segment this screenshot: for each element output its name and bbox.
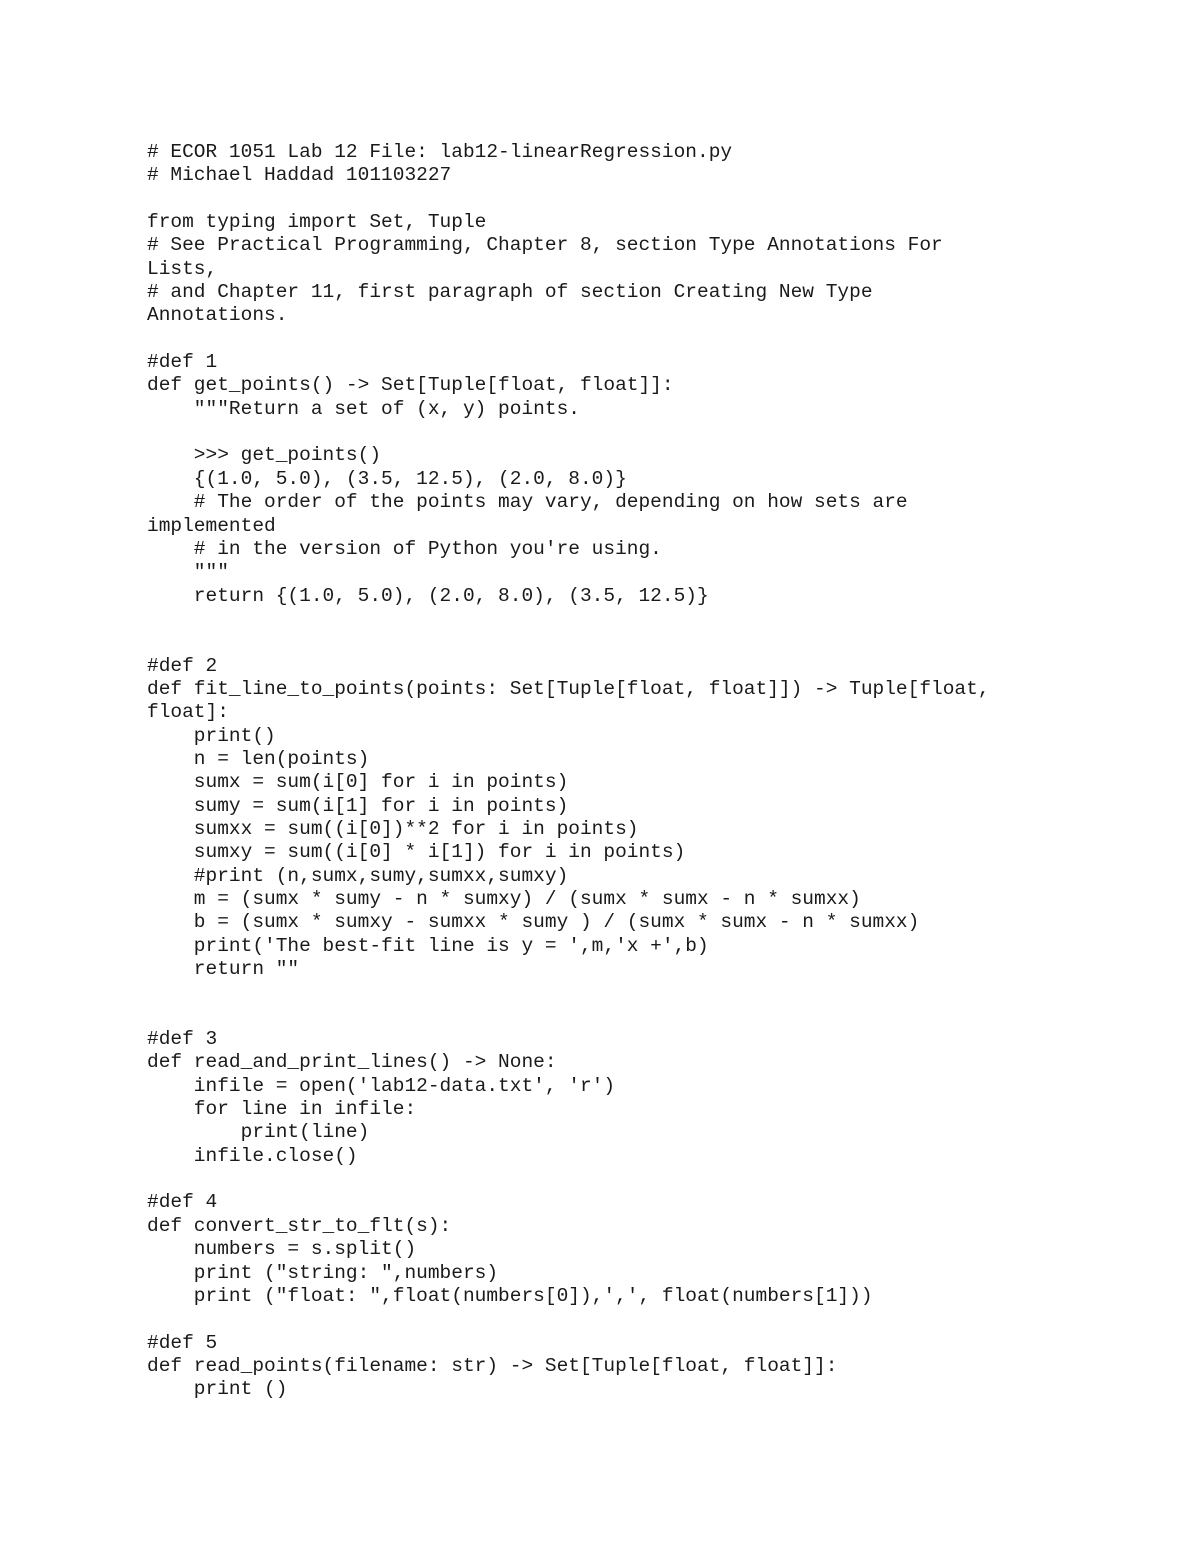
code-line: numbers = s.split() xyxy=(147,1238,417,1261)
code-line: print ("string: ",numbers) xyxy=(147,1261,499,1284)
code-line: sumxx = sum((i[0])**2 for i in points) xyxy=(147,817,639,840)
code-line: def fit_line_to_points(points: Set[Tuple[float, float]]) -> Tuple[float, xyxy=(147,677,990,700)
code-line: {(1.0, 5.0), (3.5, 12.5), (2.0, 8.0)} xyxy=(147,467,627,490)
code-line: def convert_str_to_flt(s): xyxy=(147,1214,452,1237)
code-line: # ECOR 1051 Lab 12 File: lab12-linearRegression.py xyxy=(147,141,733,163)
code-line xyxy=(147,188,1147,211)
code-line xyxy=(147,1308,1147,1331)
code-line: print () xyxy=(147,1378,288,1401)
code-line: Lists, xyxy=(147,257,218,280)
code-line: print ("float: ",float(numbers[0]),',', float(numbers[1])) xyxy=(147,1284,873,1307)
code-line: #def 4 xyxy=(147,1191,218,1214)
code-line: implemented xyxy=(147,514,276,537)
code-line: # The order of the points may vary, depending on how sets are xyxy=(147,491,908,514)
code-line: # Michael Haddad 101103227 xyxy=(147,164,452,187)
code-line: # in the version of Python you're using. xyxy=(147,537,662,560)
code-line: """Return a set of (x, y) points. xyxy=(147,397,580,420)
code-line: m = (sumx * sumy - n * sumxy) / (sumx * sumx - n * sumxx) xyxy=(147,888,861,910)
code-line: print('The best-fit line is y = ',m,'x +',b) xyxy=(147,934,709,957)
code-line: #def 3 xyxy=(147,1028,218,1051)
code-line: b = (sumx * sumxy - sumxx * sumy ) / (sumx * sumx - n * sumxx) xyxy=(147,911,920,934)
code-line xyxy=(147,1168,1147,1191)
code-line xyxy=(147,608,1147,631)
code-line: def read_points(filename: str) -> Set[Tuple[float, float]]: xyxy=(147,1354,838,1377)
code-line xyxy=(147,1005,1147,1028)
code-line xyxy=(147,981,1147,1004)
code-line: sumy = sum(i[1] for i in points) xyxy=(147,794,569,817)
code-line: from typing import Set, Tuple xyxy=(147,211,487,234)
code-line: #print (n,sumx,sumy,sumxx,sumxy) xyxy=(147,864,569,887)
code-line xyxy=(147,631,1147,654)
code-line: >>> get_points() xyxy=(147,444,382,467)
code-line: infile = open('lab12-data.txt', 'r') xyxy=(147,1074,616,1097)
code-line: Annotations. xyxy=(147,304,288,327)
code-line xyxy=(147,421,1147,444)
code-line: print(line) xyxy=(147,1121,370,1144)
code-line: n = len(points) xyxy=(147,747,370,770)
code-line: for line in infile: xyxy=(147,1098,417,1121)
code-line: """ xyxy=(147,561,229,584)
code-line: def read_and_print_lines() -> None: xyxy=(147,1051,557,1074)
code-line: sumxy = sum((i[0] * i[1]) for i in points) xyxy=(147,841,686,864)
code-line: #def 1 xyxy=(147,351,218,374)
code-line: #def 2 xyxy=(147,654,218,677)
code-line xyxy=(147,328,1147,351)
code-line: print() xyxy=(147,724,276,747)
code-line: return "" xyxy=(147,958,300,981)
code-line: infile.close() xyxy=(147,1144,358,1167)
code-line: # and Chapter 11, first paragraph of section Creating New Type xyxy=(147,281,873,304)
code-line: def get_points() -> Set[Tuple[float, float]]: xyxy=(147,374,674,397)
code-line: # See Practical Programming, Chapter 8, section Type Annotations For xyxy=(147,234,943,257)
code-line: #def 5 xyxy=(147,1331,218,1354)
code-line: sumx = sum(i[0] for i in points) xyxy=(147,771,569,794)
code-listing xyxy=(147,141,1147,1402)
code-line: float]: xyxy=(147,701,229,724)
code-line: return {(1.0, 5.0), (2.0, 8.0), (3.5, 12.5)} xyxy=(147,584,709,607)
